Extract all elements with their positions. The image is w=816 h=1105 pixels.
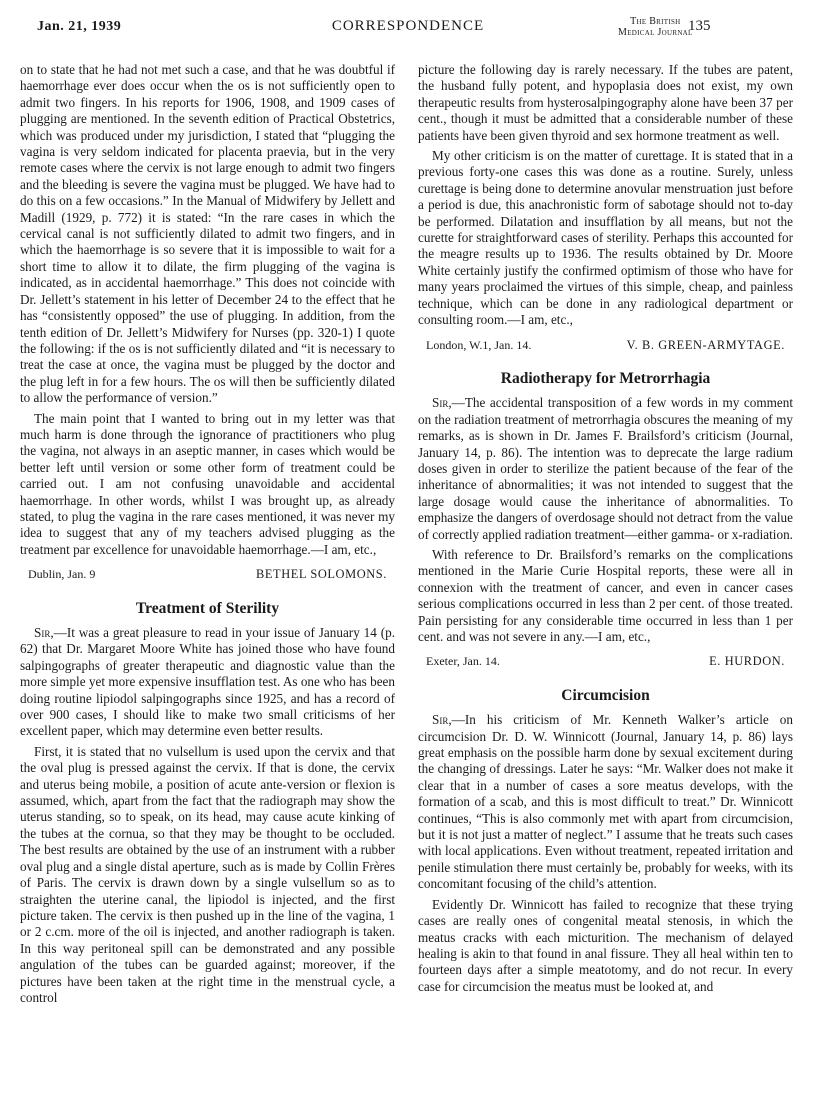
page-number: 135 xyxy=(688,18,711,34)
signature-block xyxy=(20,566,395,582)
page-header xyxy=(0,12,816,52)
salutation: Sir, xyxy=(432,395,452,411)
paragraph: My other criticism is on the matter of curettage. It is stated that in a previous forty-one cases this was done as a routine. Surely, unless curettage is being done to determine anovular menstruation just before a period is due, this anachronistic form of sabotage should not to-day be performed. Dilatation and insufflation by all means, but not the curette for straightforward cases of sterility. Perhaps this accounted for the meagre results up to 1936. The results obtained by Dr. Moore White certainly justify the confirmed optimism of those who have for many years proclaimed the virtues of this simple, cheap, and painless technique, which can be done in any radiological department or consulting room.—I am, etc., xyxy=(418,148,793,328)
left-column xyxy=(20,62,395,1006)
paragraph xyxy=(20,625,395,740)
signature-name: BETHEL SOLOMONS. xyxy=(256,567,387,582)
right-column xyxy=(418,62,793,995)
signature-block xyxy=(418,337,793,353)
issue-date: Jan. 21, 1939 xyxy=(37,19,122,34)
paragraph xyxy=(418,395,793,543)
paragraph: First, it is stated that no vulsellum is used upon the cervix and that the oval plug is pressed against the cervix. If that is done, the cervix and uterus being mobile, a position of acute ante-version or flexion is assumed, which, apart from the fact that the radiograph may show the uterus standing, so to speak, on its head, may cause acute kinking of the tubes at the cornua, so that they may be thought to be occluded. The best results are obtained by the use of an instrument with a rubber oval plug and a single distal aperture, such as is made by Collin Frères of Paris. The cervix is drawn down by a single vulsellum so as to straighten the uterine canal, the lipiodol is injected, and the first picture taken. The cervix is then pushed up in the line of the vagina, 1 or 2 c.cm. more of the oil is injected, and another radiograph is taken. In this way peritoneal spill can be demonstrated and any possible angulation of the tubes can be guarded against; moreover, if the pictures have been taken at the right time in the menstrual cycle, a control xyxy=(20,743,395,1005)
journal-name xyxy=(618,16,693,38)
paragraph-text: —In his criticism of Mr. Kenneth Walker’s article on circumcision Dr. D. W. Winnicott (Journal, January 14, p. 86) lays great emphasis on the possible harm done by sexual excitement during the changing of dressings. Later he says: “Mr. Walker does not make it clear that in a number of cases a sore meatus develops, with the formation of a scab, and this is most difficult to treat.” Dr. Winnicott continues, “This is also commonly met with apart from circumcision, but it is not just a matter of neglect.” I assume that he treats such cases with local applications. Even without treatment, repeated irritation and penile stimulation there must certainly be, probably for weeks, with its concomitant focusing of the child’s attention. xyxy=(418,712,793,892)
journal-name-line1: The British xyxy=(630,16,681,27)
salutation: Sir, xyxy=(34,625,54,640)
paragraph-text: —The accidental transposition of a few words in my comment on the radiation treatment of metrorrhagia obscures the meaning of my remarks, as is shown in Dr. James F. Brailsford’s criticism (Journal, January 14, p. 86). The intention was to deprecate the large radium doses given in order to sterilize the patient because of the fear of the inheritance of abnormalities; it was not intended to suggest that the large dosage would cause the inheritance of abnormalities. To emphasize the dangers of overdosage should not detract from the value of correctly applied radiation treatment—either gamma- or x-radiation. xyxy=(418,395,793,542)
letter-heading: Treatment of Sterility xyxy=(135,599,280,617)
paragraph xyxy=(418,712,793,892)
paragraph: With reference to Dr. Brailsford’s remarks on the complications mentioned in the Marie Curie Hospital reports, these were all in connexion with the treatment of cancer, and even in cancer cases serious complications occurred in less than 2 per cent. of those treated. Pain persisting for any considerable time occurred in less than 1 per cent. and was not severe in any.—I am, etc., xyxy=(418,546,793,644)
signature-place: London, W.1, Jan. 14. xyxy=(426,337,532,352)
signature-place: Exeter, Jan. 14. xyxy=(426,654,500,669)
paragraph: picture the following day is rarely necessary. If the tubes are patent, the husband fully potent, and hypoplasia does not exist, my own therapeutic results from hysterosalpingography alone have been 37 per cent., though it must be admitted that a considerable number of these patients have been given thyroid and sex hormone treatment as well. xyxy=(418,62,793,143)
letter-heading: Radiotherapy for Metrorrhagia xyxy=(500,369,711,387)
signature-place: Dublin, Jan. 9 xyxy=(28,567,96,582)
signature-block xyxy=(418,653,793,669)
signature-name: E. HURDON. xyxy=(709,654,785,669)
signature-name: V. B. GREEN-ARMYTAGE. xyxy=(626,337,785,352)
paragraph-text: —It was a great pleasure to read in your issue of January 14 (p. 62) that Dr. Margaret Moore White has joined those who have found salpingographs of greater therapeutic and diagnostic value than the more simple yet more expensive insufflation test. As one who has been doing routine lipiodol salpingographs since 1925, and has a record of over 900 cases, I should like to make two small criticisms of her excellent paper, which may determine even better results. xyxy=(20,625,395,739)
paragraph: on to state that he had not met such a case, and that he was doubtful if haemorrhage ever does occur when the os is not sufficiently open to admit two fingers. In his reports for 1906, 1908, and 1909 cases of plugging are mentioned. In the seventh edition of Practical Obstetrics, which was produced under my jurisdiction, I stated that “plugging the vagina is very seldom indicated for placenta praevia, but in the very remote cases where the cervix is not large enough to admit two fingers and the bleeding is severe the vagina must be plugged. We have had to do this on a few occasions.” In the Manual of Midwifery by Jellett and Madill (1929, p. 772) it is stated: “In the rare cases in which the cervical canal is not sufficiently dilated to admit two fingers, and in which the haemorrhage is so severe that it is impossible to wait for a short time to allow it to dilate, the firm plugging of the vagina is indicated, as in accidental haemorrhage.” This does not coincide with Dr. Jellett’s statement in his letter of December 24 to the effect that he has “consistently opposed” the use of plugging. In addition, from the tenth edition of Dr. Jellett’s Midwifery for Nurses (pp. 320-1) I quote the following: if the os is not sufficiently dilated and “it is necessary to treat the case at once, the vagina must be plugged by the doctor and the plug left in for a few hours. The os will then be sufficiently dilated to allow the performance of version.” xyxy=(20,62,395,406)
paragraph: The main point that I wanted to bring out in my letter was that much harm is done through the ignorance of practitioners who plug the vagina, not always in an aseptic manner, in cases which would be better left until version or some other form of treatment could be carried out. I am not confusing unavoidable and accidental haemorrhage. In other words, whilst I was brought up, as already stated, to plug the vagina in the rare cases mentioned, it was never my idea to suggest that any of my teachers advised plugging as the treatment par excellence for unavoidable haemorrhage.—I am, etc., xyxy=(20,410,395,557)
section-title: CORRESPONDENCE xyxy=(331,18,485,34)
salutation: Sir, xyxy=(432,712,452,728)
letter-heading: Circumcision xyxy=(561,686,650,704)
journal-name-line2: Medical Journal xyxy=(618,27,693,38)
paragraph: Evidently Dr. Winnicott has failed to recognize that these trying cases are really ones of congenital meatal stenosis, in which the meatus cracks with each micturition. The mechanism of delayed healing is akin to that found in anal fissure. They all heal within ten to fourteen days after a simple meatotomy, and do not recur. In every case for circumcision the meatus must be looked at, and xyxy=(418,896,793,994)
